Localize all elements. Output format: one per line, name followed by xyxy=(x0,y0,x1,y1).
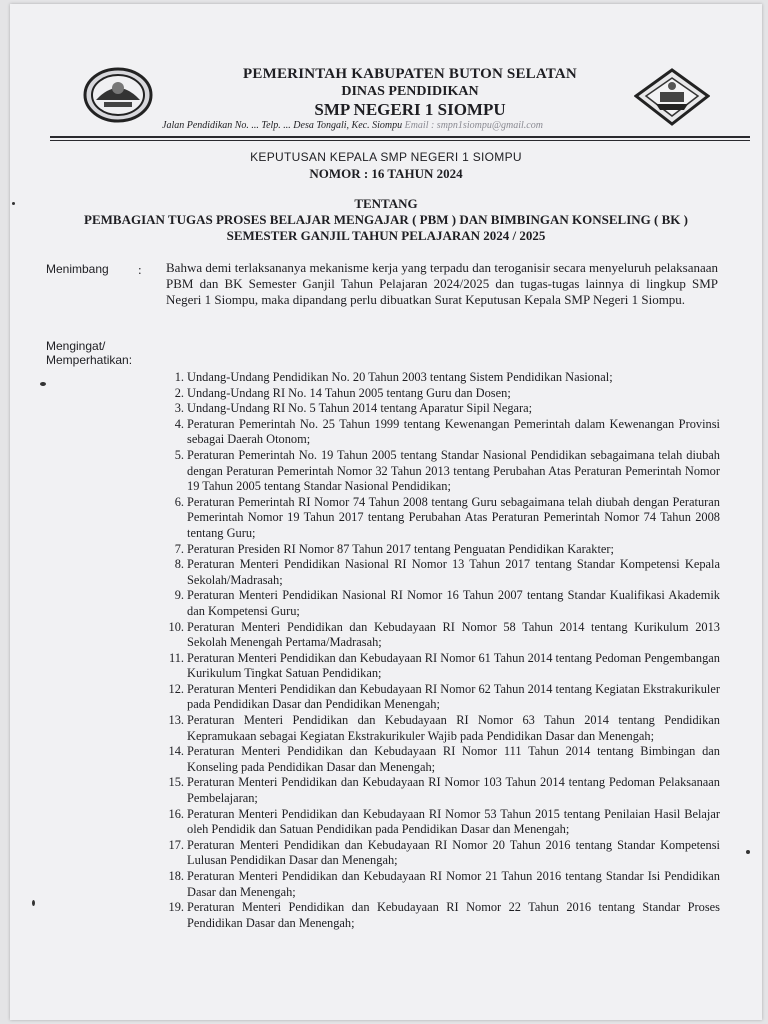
regulation-number: 17. xyxy=(168,837,184,852)
scan-speck xyxy=(746,850,750,854)
regulation-item xyxy=(156,386,720,402)
letterhead-school-name: SMP NEGERI 1 SIOMPU xyxy=(314,100,506,119)
regulation-text: Peraturan Menteri Pendidikan dan Kebudayaan RI Nomor 20 Tahun 2016 tentang Standar Kompetensi Lulusan Pendidikan Dasar dan Menengah; xyxy=(187,837,720,868)
regulation-number: 5. xyxy=(174,447,184,462)
regulation-text: Peraturan Menteri Pendidikan dan Kebudayaan RI Nomor 61 Tahun 2014 tentang Pedoman Pengembangan Kurikulum Tingkat Satuan Pendidikan; xyxy=(187,650,720,681)
scan-speck xyxy=(12,202,15,205)
regulation-item xyxy=(156,775,720,806)
regulation-text: Peraturan Menteri Pendidikan Nasional RI Nomor 16 Tahun 2007 tentang Standar Kualifikasi Akademik dan Kompetensi Guru; xyxy=(187,588,720,618)
regulation-item xyxy=(156,370,720,386)
regulation-number: 1. xyxy=(174,370,184,384)
regulation-number: 12. xyxy=(168,681,184,696)
mengingat-label: Mengingat/ xyxy=(46,339,106,353)
regulation-item xyxy=(156,557,720,588)
regulation-item xyxy=(156,651,720,682)
letterhead-rule-thin xyxy=(50,140,750,141)
decree-subject-line2: SEMESTER GANJIL TAHUN PELAJARAN 2024 / 2025 xyxy=(226,228,546,243)
regulation-item xyxy=(156,495,720,542)
regulation-item xyxy=(156,838,720,869)
regulation-text: Peraturan Menteri Pendidikan dan Kebudayaan RI Nomor 21 Tahun 2016 tentang Standar Isi Pendidikan Dasar dan Menengah; xyxy=(187,869,720,899)
regulation-item xyxy=(156,807,720,838)
regulation-number: 13. xyxy=(168,713,184,728)
regulation-item xyxy=(156,417,720,448)
regulation-text: Peraturan Menteri Pendidikan dan Kebudayaan RI Nomor 22 Tahun 2016 tentang Standar Proses Pendidikan Dasar dan Menengah; xyxy=(187,900,720,930)
regulation-text: Peraturan Menteri Pendidikan dan Kebudayaan RI Nomor 63 Tahun 2014 tentang Pendidikan Kepramukaan sebagai Kegiatan Ekstrakurikuler Wajib pada Pendidikan Dasar dan Menengah; xyxy=(187,713,720,743)
regulation-text: Peraturan Menteri Pendidikan dan Kebudayaan RI Nomor 103 Tahun 2014 tentang Pedoman Pelaksanaan Pembelajaran; xyxy=(187,775,720,806)
regulation-number: 14. xyxy=(168,744,184,759)
regulation-number: 16. xyxy=(168,806,184,821)
regulation-item xyxy=(156,682,720,713)
regulation-number: 10. xyxy=(168,619,184,634)
decree-number: NOMOR : 16 TAHUN 2024 xyxy=(309,166,463,181)
menimbang-text: Bahwa demi terlaksananya mekanisme kerja yang terpadu dan teroganisir secara menyeluruh pelaksanaan PBM dan BK Semester Ganjil Tahun Pelajaran 2024/2025 dan tugas-tugas lainnya di lingkup SMP Negeri 1 Siompu, maka dipandang perlu dibuatkan Surat Keputusan Kepala SMP Negeri 1 Siompu. xyxy=(166,260,718,307)
regulation-text: Peraturan Pemerintah RI Nomor 74 Tahun 2008 tentang Guru sebagaimana telah diubah dengan Peraturan Pemerintah Nomor 19 Tahun 2017 tentang Perubahan Atas Peraturan Pemerintah Nomor 74 Tahun 2008 tentang Guru; xyxy=(187,494,720,540)
regulation-number: 19. xyxy=(168,900,184,915)
letterhead-government: PEMERINTAH KABUPATEN BUTON SELATAN xyxy=(243,66,577,82)
regulation-number: 9. xyxy=(174,588,184,603)
scan-speck xyxy=(32,900,35,906)
regulation-text: Peraturan Pemerintah No. 19 Tahun 2005 tentang Standar Nasional Pendidikan sebagaimana telah diubah dengan Peraturan Pemerintah Nomor 32 Tahun 2013 tentang Perubahan Atas Peraturan Pemerintah Nomor 19 Tahun 2005 tentang Standar Nasional Pendidikan; xyxy=(187,447,720,494)
regulation-text: Peraturan Menteri Pendidikan Nasional RI Nomor 13 Tahun 2017 tentang Standar Kompetensi Kepala Sekolah/Madrasah; xyxy=(187,557,720,587)
regulation-text: Peraturan Menteri Pendidikan dan Kebudayaan RI Nomor 58 Tahun 2014 tentang Kurikulum 2013 Sekolah Menengah Pertama/Madrasah; xyxy=(187,619,720,650)
regulation-text: Peraturan Menteri Pendidikan dan Kebudayaan RI Nomor 53 Tahun 2015 tentang Penilaian Hasil Belajar oleh Pendidik dan Satuan Pendidikan pada Pendidikan Dasar dan Menengah; xyxy=(187,806,720,837)
school-emblem-logo xyxy=(634,68,710,126)
regulation-number: 11. xyxy=(168,650,184,665)
menimbang-label: Menimbang xyxy=(46,262,109,276)
regulation-item xyxy=(156,448,720,495)
document-page xyxy=(10,4,762,1020)
scan-speck xyxy=(40,382,46,386)
regulation-text: Peraturan Presiden RI Nomor 87 Tahun 2017 tentang Penguatan Pendidikan Karakter; xyxy=(187,541,614,556)
regulation-text: Peraturan Menteri Pendidikan dan Kebudayaan RI Nomor 62 Tahun 2014 tentang Kegiatan Ekstrakurikuler pada Pendidikan Dasar dan Pendidikan Menengah; xyxy=(187,681,720,712)
address-text: Jalan Pendidikan No. ... Telp. ... Desa Tongali, Kec. Siompu xyxy=(162,120,403,131)
regulation-number: 7. xyxy=(174,541,184,556)
letterhead-department: DINAS PENDIDIKAN xyxy=(341,84,479,99)
memperhatikan-label: Memperhatikan: xyxy=(46,353,133,367)
regulation-item xyxy=(156,542,720,558)
regulation-number: 18. xyxy=(168,869,184,883)
regulation-number: 3. xyxy=(174,401,184,416)
regulation-text: Undang-Undang RI No. 5 Tahun 2014 tentang Aparatur Sipil Negara; xyxy=(187,401,533,416)
regulation-item xyxy=(156,900,720,931)
regulation-item xyxy=(156,744,720,775)
regulation-number: 6. xyxy=(174,494,184,509)
regulation-item xyxy=(156,869,720,900)
decree-about-label: TENTANG xyxy=(354,196,418,211)
regulation-item xyxy=(156,401,720,417)
regulation-number: 8. xyxy=(174,557,184,572)
regulation-text: Peraturan Menteri Pendidikan dan Kebudayaan RI Nomor 111 Tahun 2014 tentang Bimbingan dan Konseling pada Pendidikan Dasar dan Menengah; xyxy=(187,744,720,774)
regulation-text: Undang-Undang RI No. 14 Tahun 2005 tentang Guru dan Dosen; xyxy=(187,385,511,400)
decree-title: KEPUTUSAN KEPALA SMP NEGERI 1 SIOMPU xyxy=(250,150,522,164)
address-email: Email : smpn1siompu@gmail.com xyxy=(404,120,543,131)
regulation-item xyxy=(156,713,720,744)
decree-subject-line1: PEMBAGIAN TUGAS PROSES BELAJAR MENGAJAR ( PBM ) DAN BIMBINGAN KONSELING ( BK ) xyxy=(84,212,688,227)
regulation-list xyxy=(156,370,720,931)
regulation-item xyxy=(156,620,720,651)
menimbang-colon: : xyxy=(138,262,142,277)
letterhead-address xyxy=(162,120,622,131)
regulation-text: Undang-Undang Pendidikan No. 20 Tahun 2003 tentang Sistem Pendidikan Nasional; xyxy=(187,370,613,384)
regulation-number: 2. xyxy=(174,385,184,400)
regulation-number: 15. xyxy=(168,775,184,790)
regulation-number: 4. xyxy=(174,416,184,431)
regulation-text: Peraturan Pemerintah No. 25 Tahun 1999 tentang Kewenangan Pemerintah dalam Kewenangan Provinsi sebagai Daerah Otonom; xyxy=(187,416,720,447)
letterhead-rule xyxy=(50,136,750,138)
regulation-item xyxy=(156,588,720,619)
